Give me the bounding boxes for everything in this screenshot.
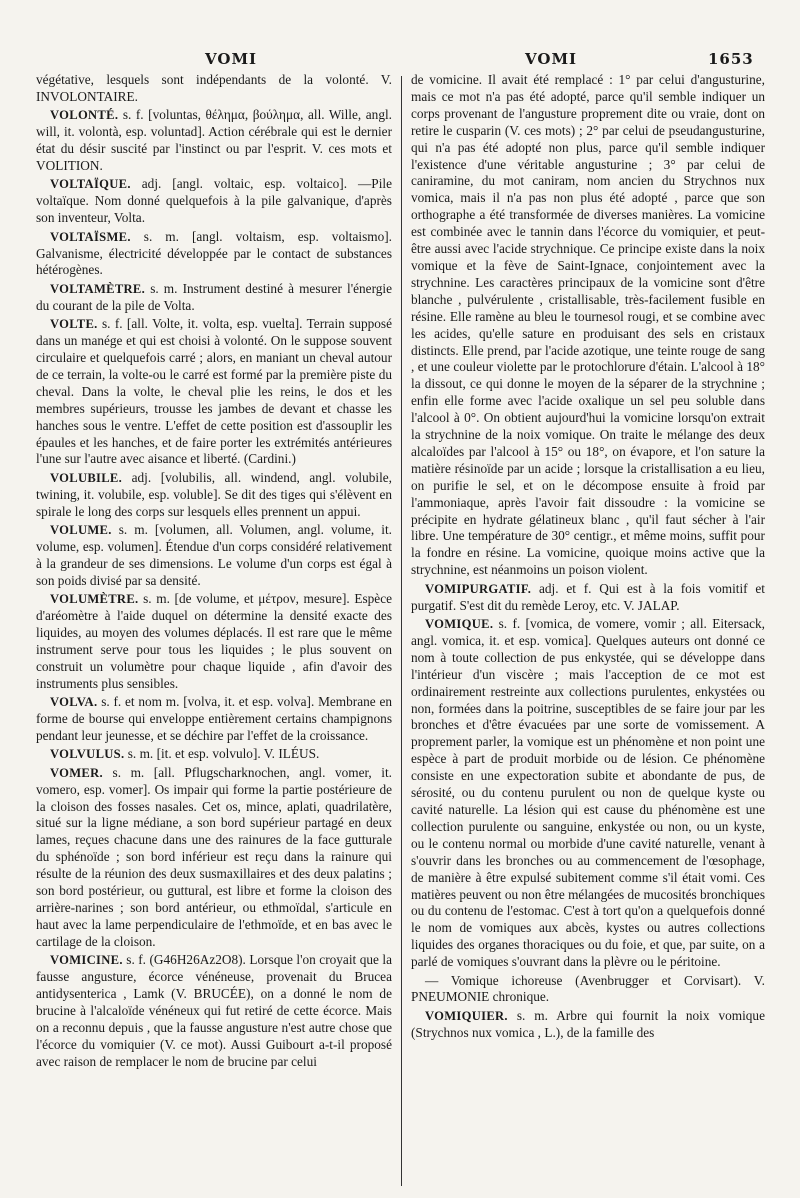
entry-voltametre <box>36 281 392 315</box>
entry-vomipurgatif <box>411 581 765 615</box>
entry-text: végétative, lesquels sont indépendants de la volonté. V. INVOLONTAIRE. <box>36 72 392 104</box>
entry-text: s. f. et nom m. [volva, it. et esp. volva]. Membrane en forme de bourse qui enveloppe entièrement certains champignons pendant leur jeunesse, et se déchire par l'effet de la croissance. <box>36 694 392 743</box>
entry-volubile <box>36 470 392 521</box>
headword: VOLVULUS. <box>50 747 125 762</box>
column-divider <box>401 76 402 1186</box>
entry-vomer <box>36 765 392 951</box>
entry-text: s. f. [vomica, de vomere, vomir ; all. Eitersack, angl. vomica, it. et esp. vomica]. Quelques auteurs ont donné ce nom à toute collection de pus enkystée, qui se développe dans l'intérieur d'un viscère ; mais l'acception de ce mot est ordinairement restreinte aux collections purulentes, enkystées ou non, formées dans la poitrine, susceptibles de se faire jour par les bronches et d'être évacuées par une sorte de vomissement. A proprement parler, la vomique est un phénomène et non point une espèce à part de produit morbide ou de lésion. Ce phénomène consiste en une expectoration subite et abondante de pus, de sérosité, ou du contenu purulent ou non de quelque kyste ou cavité naturelle. La lésion qui est cause du phénomène est une collection purulente ou sanguine, enkystée ou non, ou un kyste, ou le contenu normal ou morbide d'une cavité naturelle, venant à s'ouvrir dans les bronches ou au commencement de l'œsophage, de manière à être expulsé subitement comme s'il était vomi. Ces matières peuvent ou non être mélangées de mucosités bronchiques ou du contenu de l'estomac. C'est à tort qu'on a quelquefois donné le nom de vomiques aux abcès, kystes ou autres collections liquides des organes thoraciques ou du foie, et que, par suite, on a parlé de vomiques s'ouvrant dans la plèvre ou le péritoine. <box>411 616 765 970</box>
headword: VOLTAMÈTRE. <box>50 281 146 296</box>
entry-text: s. m. [all. Pflugscharknochen, angl. vomer, it. vomero, esp. vomer]. Os impair qui forme la partie postérieure de la cloison des fosses nasales. Cet os, mince, aplati, quadrilatère, situé sur la ligne médiane, a son bord supérieur partagé en deux lames, reçues chacune dans une des rainures de la face gutturale du sphénoïde ; son bord inférieur est reçu dans la rainure qui résulte de la réunion des deux susmaxillaires et des deux palatins ; son bord postérieur, ou guttural, est libre et forme la cloison des arrière-narines ; son bord antérieur, ou ethmoïdal, s'articule en haut avec la lame perpendiculaire de l'ethmoïde, et en bas avec le cartilage de la cloison. <box>36 764 392 949</box>
headword: VOMIPURGATIF. <box>425 581 532 596</box>
entry-volumetre <box>36 591 392 692</box>
entry-volume <box>36 522 392 590</box>
entry-text: s. m. [volumen, all. Volumen, angl. volume, it. volume, esp. volumen]. Étendue d'un corps considéré relativement à la grandeur de ses dimensions. Le volume d'un corps est égal à son poids divisé par sa densité. <box>36 522 392 588</box>
entry-text: adj. [volubilis, all. windend, angl. volubile, twining, it. volubile, esp. voluble]. Se dit des tiges qui s'élèvent en spirale le long des corps sur lesquels elles prennent un appui. <box>36 469 392 519</box>
left-column <box>36 72 392 1192</box>
running-head-right: VOMI <box>525 50 578 68</box>
headword: VOMER. <box>50 765 103 780</box>
entry-text: s. m. [angl. voltaism, esp. voltaismo]. Galvanisme, électricité développée par le contact de substances hétérogènes. <box>36 228 392 278</box>
headword: VOLTAÏQUE. <box>50 177 131 192</box>
entry-vomicine <box>36 952 392 1070</box>
headword: VOLUME. <box>50 523 112 538</box>
headword: VOMIQUIER. <box>425 1008 508 1023</box>
headword: VOLTAÏSME. <box>50 229 131 244</box>
headword: VOLTE. <box>50 317 98 332</box>
entry-text: s. m. Arbre qui fournit la noix vomique (Strychnos nux vomica , L.), de la famille des <box>411 1007 765 1040</box>
headword: VOMIQUE. <box>425 617 494 631</box>
entry-volvulus <box>36 746 392 763</box>
headword: VOLONTÉ. <box>50 108 119 123</box>
entry-vomicine-continued <box>411 72 765 579</box>
entry-volva <box>36 694 392 745</box>
headword: VOLUMÈTRE. <box>50 592 139 607</box>
entry-voltaique <box>36 176 392 227</box>
entry-volonte <box>36 107 392 175</box>
entry-text: s. f. [all. Volte, it. volta, esp. vuelta]. Terrain supposé dans un manége et qui est choisi à volonté. On le suppose souvent circulaire et quelquefois carré ; alors, en maniant un cheval autour de ce terrain, la volte-ou le carré est formé par la première piste du cheval. Dans la volte, le cheval plie les reins, le dos et les membres supérieurs, trousse les jambes de devant et chasse les hanches sous le ventre. L'effet de cette position est d'assouplir les épaules et les hanches, et de faire porter les extrémités antérieures l'une sur l'autre avec aisance et liberté. (Cardini.) <box>36 316 392 467</box>
headword: VOLVA. <box>50 695 98 710</box>
right-column <box>411 72 765 1192</box>
entry-voltaisme <box>36 229 392 280</box>
entry-text: s. m. [de volume, et μέτρον, mesure]. Espèce d'aréomètre à l'aide duquel on détermine la densité exacte des liquides, au moyen des volumes déplacés. Il est rare que le même instrument serve pour tous les liquides ; le plus souvent on construit un volumètre pour chaque liquide , afin d'avoir des instruments plus sensibles. <box>36 591 392 691</box>
headword: VOLUBILE. <box>50 470 123 485</box>
running-head-left: VOMI <box>205 50 258 68</box>
entry-text: adj. [angl. voltaic, esp. voltaico]. —Pile voltaïque. Nom donné quelquefois à la pile galvanique, d'après son inventeur, Volta. <box>36 176 392 226</box>
entry-text: s. m. [it. et esp. volvulo]. V. ILÉUS. <box>127 746 320 762</box>
entry-vomique <box>411 616 765 971</box>
entry-text: s. f. [voluntas, θέλημα, βούλημα, all. Wille, angl. will, it. volontà, esp. voluntad]. Action cérébrale qui est le dernier état du désir suscité par l'instinct ou par l'esprit. V. ces mots et VOLITION. <box>36 107 392 174</box>
entry-text: s. f. (G46H26Az2O8). Lorsque l'on croyait que la fausse angusture, écorce vénéneuse, provenait du Brucea antidysenterica , Lamk (V. BRUCÉE), on a donné le nom de brucine à l'alcaloïde vénéneux qui fut retiré de cette écorce. Mais on a reconnu depuis , que la fausse angusture n'est autre chose que l'écorce du vomiquier (V. ce mot). Aussi Guibourt a-t-il proposé avec raison de remplacer le nom de brucine par celui <box>36 952 392 1069</box>
entry-vomique-ichoreuse <box>411 973 765 1007</box>
entry-text: de vomicine. Il avait été remplacé : 1° par celui d'angusturine, mais ce mot n'a pas été adopté, parce qu'il semble indiquer un corps provenant de l'angusture proprement dite ou vraie, dont on retire le cusparin (V. ces mots) ; 2° par celui de pseudangusturine, qui n'a pas été adopté non plus, parce qu'il semble indiquer l'existence d'une véritable angusturine ; 3° par celui de caniramine, du mot caniram, nom ancien du Strychnos nux vomica, mais il n'a pas non plus été adopté , parce que son orthographe a été transformée de diverses manières. La vomicine est combinée avec le tannin dans l'écorce du vomiquier, et peut-être aussi avec l'acide strychnique. Ce principe existe dans la noix vomique et la fève de Saint-Ignace, conjointement avec la strychnine. Les caractères principaux de la vomicine sont d'être blanche , pulvérulente , cristallisable, très-facilement fusible en résine. Elle ramène au bleu le tournesol rougi, et se combine avec les acides, qu'elle sature en produisant des sels en cristaux distincts. Elle prend, par l'acide azotique, une teinte rouge de sang , et une couleur violette par le protochlorure d'étain. L'alcool à 18° la dissout, ce qui donne le moyen de la séparer de la strychnine ; enfin elle forme avec l'acide oxalique un sel peu soluble dans l'alcool à 0°. On obtient aujourd'hui la vomicine lorsqu'on extrait la strychnine de la noix vomique. On traite le mélange des deux alcaloïdes par l'alcool à 15° ou 18°, on évapore, et l'on sature la matière résinoïde par un acide ; lorsque la cristallisation a eu lieu, on purifie le sel, et on le décompose ensuite à froid par l'ammoniaque, après l'avoir fait dissoudre : la vomicine se précipite en hydrate gélatineux blanc , qu'il faut sécher à l'air libre. Une température de 30° centigr., et même moins, suffit pour la fondre en résine. La vomicine, quoique moins active que la strychnine, est néanmoins un poison violent. <box>411 72 765 578</box>
entry-vegetative <box>36 72 392 106</box>
page-number: 1653 <box>708 50 754 68</box>
entry-text: s. m. Instrument destiné à mesurer l'énergie du courant de la pile de Volta. <box>36 280 392 313</box>
entry-volte <box>36 316 392 468</box>
entry-text: — Vomique ichoreuse (Avenbrugger et Corvisart). V. PNEUMONIE chronique. <box>411 972 765 1005</box>
entry-text: adj. et f. Qui est à la fois vomitif et purgatif. S'est dit du remède Leroy, etc. V. JALAP. <box>411 580 765 613</box>
entry-vomiquier <box>411 1008 765 1042</box>
headword: VOMICINE. <box>50 953 123 968</box>
